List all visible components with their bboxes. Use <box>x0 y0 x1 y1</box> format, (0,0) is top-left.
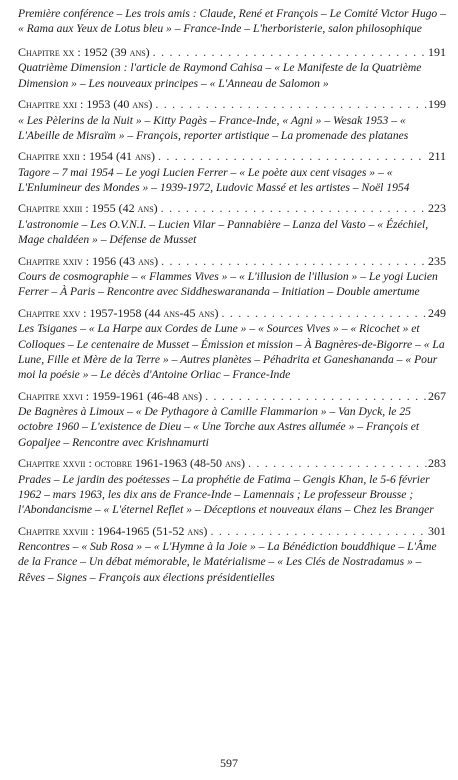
chapter-heading: Chapitre xxiii : 1955 (42 ans) <box>18 201 158 216</box>
chapter-heading-line <box>18 306 446 322</box>
chapter-page-number: 267 <box>428 388 446 403</box>
dot-leader <box>153 45 427 61</box>
chapter-summary: « Les Pèlerins de la Nuit » – Kitty Pagès – France-Inde, « Agni » – Wesak 1953 – « L'Abeille de Misraïm » – François, reporter artistique – La promenade des platanes <box>18 113 409 142</box>
chapter-heading-line <box>18 254 446 270</box>
dot-leader <box>210 524 427 540</box>
toc-entry <box>18 306 446 383</box>
chapter-summary: Prades – Le jardin des poétesses – La prophétie de Fatima – Gengis Khan, le 5-6 février 1962 – mars 1963, les dix ans de France-Inde – Lamennais ; Le professeur Brousse ; l'Abondancisme – « L'éternel Reflet » – Déceptions et nouveaux élans – Chez les Branger <box>18 472 434 517</box>
chapter-summary-continued: Première conférence – Les trois amis : Claude, René et François – Le Comité Victor Hugo – « Rama aux Yeux de Lotus bleu » – France-Inde – L'herboristerie, salon philosophique <box>18 7 446 36</box>
dot-leader <box>221 306 427 322</box>
page-number: 597 <box>220 756 238 770</box>
chapter-summary: Cours de cosmographie – « Flammes Vives » – « L'illusion de l'illusion » – Le yogi Lucien Ferrer – À Paris – Rencontre avec Siddheswarananda – Initiation – Double amertume <box>18 270 438 299</box>
chapter-summary: L'astronomie – Les O.V.N.I. – Lucien Vilar – Pannabière – Lanza del Vasto – « Ézéchiel, Mage chaldéen » – Défense de Musset <box>18 217 429 247</box>
chapter-page-number: 191 <box>428 44 446 59</box>
chapter-page-number: 223 <box>428 201 446 216</box>
chapter-summary: Tagore – 7 mai 1954 – Le yogi Lucien Ferrer – « Le poète aux cent visages » – « L'Enlumineur des Mondes » – 1939-1972, Ludovic Massé et les artistes – Noël 1954 <box>18 165 410 195</box>
toc-entry <box>18 149 446 195</box>
table-of-contents <box>18 6 446 591</box>
chapter-heading-line <box>18 149 446 165</box>
chapter-heading: Chapitre xxii : 1954 (41 ans) <box>18 149 155 164</box>
chapter-page-number: 211 <box>428 149 446 164</box>
dot-leader <box>161 201 427 217</box>
chapter-summary: Les Tsiganes – « La Harpe aux Cordes de Lune » – « Sources Vives » – « Ricochet » et Colloques – Le centenaire de Musset – Émission et mission – À Bagnères-de-Bigorre – « La Lune, Fille et Mère de la Terre » – Autres planètes – Péhadrita et Ganeshananda – « Pour moi la poésie » – Le décès d'Antoine Orliac – France-Inde <box>18 322 445 382</box>
chapter-page-number: 283 <box>428 456 446 471</box>
toc-entry <box>18 524 446 585</box>
chapter-heading: Chapitre xx : 1952 (39 ans) <box>18 44 150 59</box>
chapter-page-number: 235 <box>428 253 446 268</box>
dot-leader <box>158 149 427 165</box>
chapter-heading: Chapitre xxviii : 1964-1965 (51-52 ans) <box>18 523 208 538</box>
chapter-heading: Chapitre xxvii : octobre 1961-1963 (48-50 ans) <box>18 456 245 471</box>
toc-entry <box>18 45 446 91</box>
chapter-heading-line <box>18 45 446 61</box>
chapter-heading-line <box>18 201 446 217</box>
chapter-heading-line <box>18 524 446 540</box>
chapter-heading: Chapitre xxiv : 1956 (43 ans) <box>18 253 159 268</box>
chapter-heading: Chapitre xxvi : 1959-1961 (46-48 ans) <box>18 388 203 403</box>
toc-entry <box>18 97 446 143</box>
dot-leader <box>155 97 427 113</box>
chapter-page-number: 249 <box>428 305 446 320</box>
chapter-page-number: 199 <box>428 97 446 111</box>
toc-entry <box>18 201 446 247</box>
dot-leader <box>248 456 427 472</box>
dot-leader <box>161 254 427 270</box>
chapter-heading-line <box>18 389 446 405</box>
chapter-summary: Rencontres – « Sub Rosa » – « L'Hymne à la Joie » – La Bénédiction bouddhique – L'Âme de la France – Un débat mémorable, le Matérialisme – « Les Clés de Nostradamus » – Rêves – Signes – François aux élections présidentielles <box>18 540 437 584</box>
chapter-page-number: 301 <box>428 523 446 538</box>
toc-entry <box>18 456 446 517</box>
chapter-summary: Quatrième Dimension : l'article de Raymond Cahisa – « Le Manifeste de la Quatrième Dimension » – Les nouveaux principes – « L'Anneau de Salomon » <box>18 61 422 90</box>
toc-entry <box>18 389 446 450</box>
chapter-summary: De Bagnères à Limoux – « De Pythagore à Camille Flammarion » – Van Dyck, le 25 octobre 1960 – L'existence de Dieu – « Une Torche aux Astres allumée » – François et Gopaljee – Rencontre avec Krishnamurti <box>18 405 420 449</box>
chapter-heading-line <box>18 456 446 472</box>
dot-leader <box>205 389 427 405</box>
chapter-list <box>18 45 446 585</box>
chapter-heading-line <box>18 97 446 113</box>
toc-entry <box>18 254 446 300</box>
chapter-heading: Chapitre xxv : 1957-1958 (44 ans-45 ans) <box>18 305 219 320</box>
chapter-heading: Chapitre xxi : 1953 (40 ans) <box>18 97 153 111</box>
